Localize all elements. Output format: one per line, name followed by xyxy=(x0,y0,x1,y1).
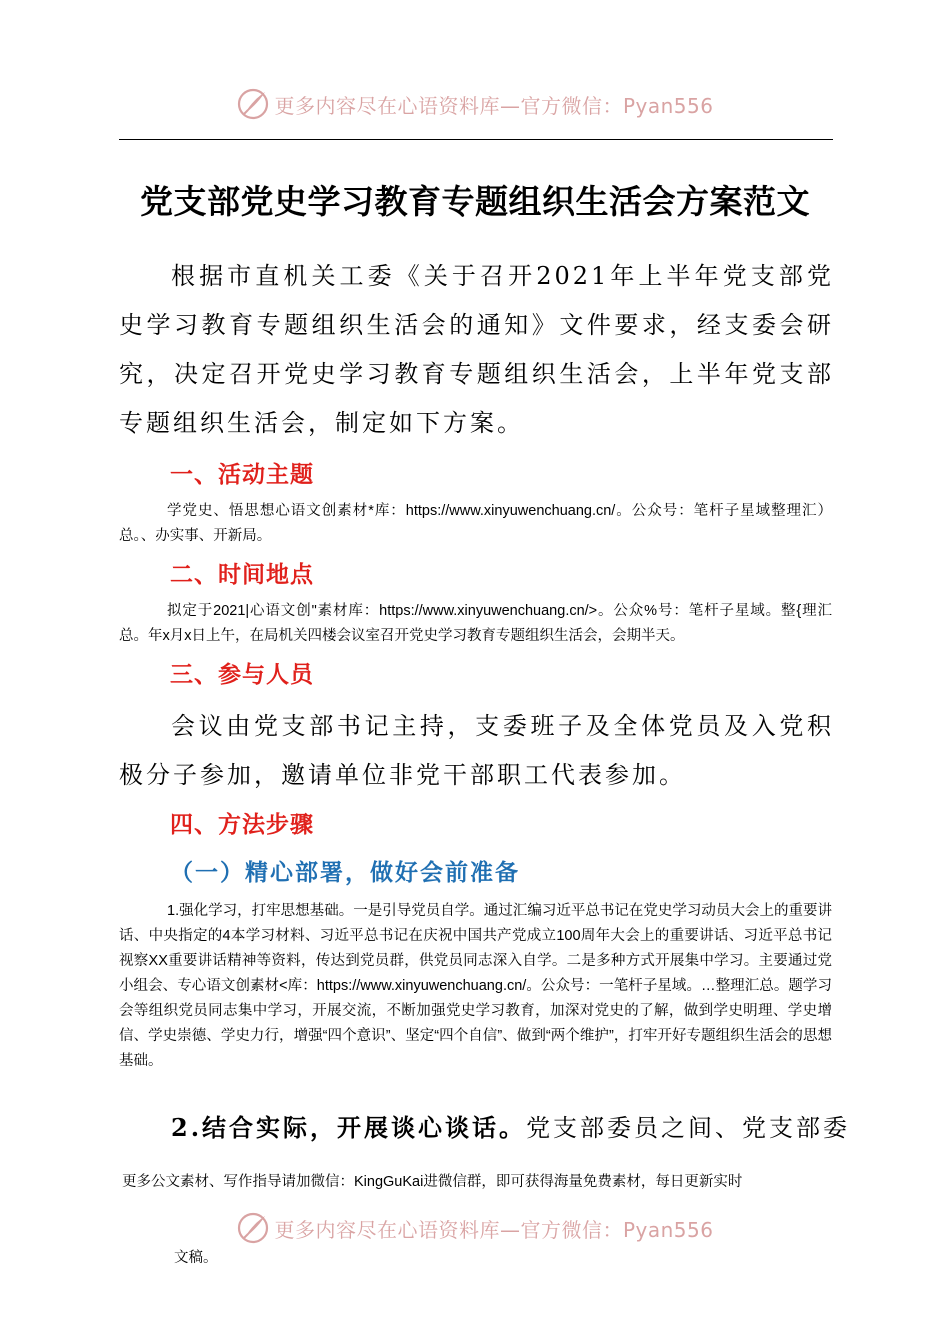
watermark-footer xyxy=(0,1208,950,1248)
watermark-text: 更多内容尽在心语资料库—官方微信：Pyan556 xyxy=(274,1217,714,1242)
document-title: 党支部党史学习教育专题组织生活会方案范文 xyxy=(140,182,810,221)
feather-pen-logo-icon xyxy=(236,1211,270,1245)
watermark-text: 更多内容尽在心语资料库—官方微信：Pyan556 xyxy=(274,93,714,118)
intro-paragraph: 根据市直机关工委《关于召开2021年上半年党支部党史学习教育专题组织生活会的通知》文件要求，经支委会研究，决定召开党史学习教育专题组织生活会，上半年党支部专题组织生活会，制定如下方案。 xyxy=(119,262,834,437)
step-1-paragraph: 1.强化学习，打牢思想基础。一是引导党员自学。通过汇编习近平总书记在党史学习动员大会上的重要讲话、中央指定的4本学习材料、习近平总书记在庆祝中国共产党成立100周年大会上的重要讲话、习近平总书记视察XX重要讲话精神等资料，传达到党员群，供党员同志深入自学。二是多种方式开展集中学习。主要通过党小组会、专心语文创素材<库：https://www.xinyuwenchuang.cn/。公众号：一笔杆子星域。…整理汇总。题学习会等组织党员同志集中学习，开展交流，不断加强党史学习教育，加深对党史的了解，做到学史明理、学史增信、学史崇德、学史力行，增强“四个意识”、坚定“四个自信”、做到“两个维护”，打牢开好专题组织生活会的思想基础。 xyxy=(119,903,832,1069)
time-paragraph: 拟定于2021|心语文创"素材库：https://www.xinyuwenchuang.cn/>。公众%号：笔杆子星域。整{理汇总。年x月x日上午，在局机关四楼会议室召开党史学习教育专题组织生活会，会期半天。 xyxy=(119,603,832,644)
footer-note: 更多公文素材、写作指导请加微信：KingGuKai进微信群，即可获得海量免费素材，每日更新实时 xyxy=(122,1174,743,1190)
subsection-1-heading: （一）精心部署，做好会前准备 xyxy=(170,859,520,886)
header-divider xyxy=(119,139,833,140)
step-2-paragraph xyxy=(119,1103,851,1153)
theme-heading: 一、活动主题 xyxy=(170,462,314,488)
step-2-title: 2.结合实际，开展谈心谈话。 xyxy=(171,1113,527,1142)
step-2-text: 党支部委员之间、党支部委 xyxy=(526,1114,851,1142)
method-heading: 四、方法步骤 xyxy=(170,812,314,838)
feather-pen-logo-icon xyxy=(236,87,270,121)
watermark-header xyxy=(0,84,950,124)
participants-heading: 三、参与人员 xyxy=(170,662,314,688)
footer-note-tail: 文稿。 xyxy=(174,1250,218,1266)
theme-paragraph: 学党史、悟思想心语文创素材*库：https://www.xinyuwenchuang.cn/。公众号：笔杆子星域整理汇）总。、办实事、开新局。 xyxy=(119,503,832,544)
time-heading: 二、时间地点 xyxy=(170,562,314,588)
participants-paragraph: 会议由党支部书记主持，支委班子及全体党员及入党积极分子参加，邀请单位非党干部职工代表参加。 xyxy=(119,712,834,789)
